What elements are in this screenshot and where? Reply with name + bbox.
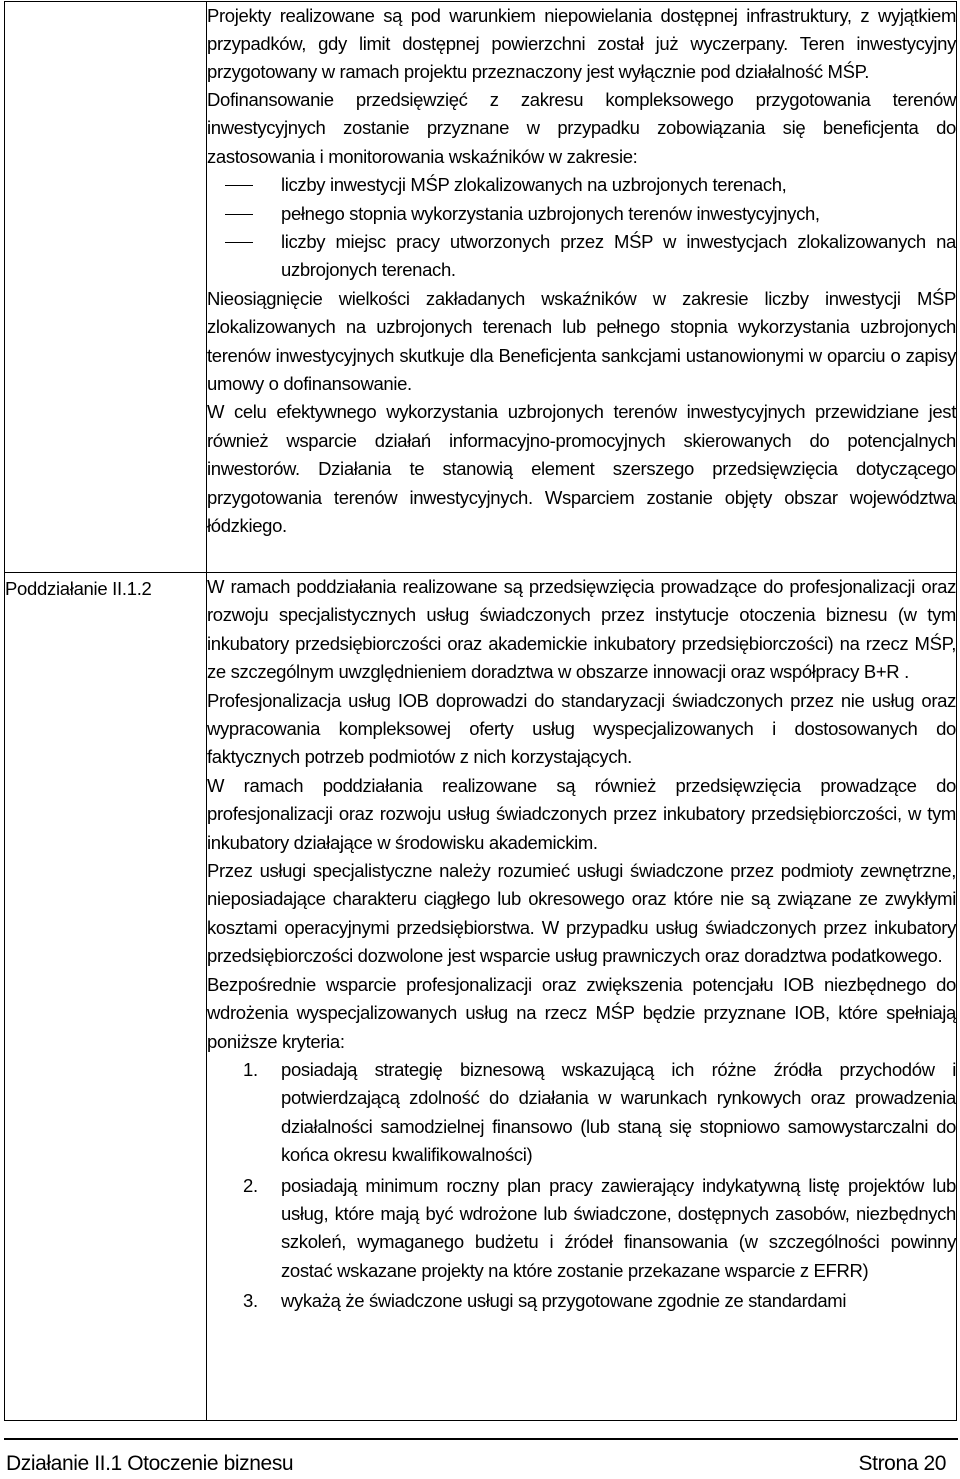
list-text: posiadają minimum roczny plan pracy zawierający indykatywną listę projektów lub usług, które mają być wdrożone lub świadczone, dostępnych zasobów, niezbędnych szkoleń, wymaganego budżetu i źródeł finansowania (w szczególności powinny zostać wskazane projekty na które zostanie przekazane wsparcie z EFRR): [281, 1174, 956, 1281]
paragraph: Profesjonalizacja usług IOB doprowadzi do standaryzacji świadczonych przez nie usług oraz wypracowania kompleksowej oferty usług wyspecjalizowanych i dostosowanych do faktycznych potrzeb podmiotów z nich korzystających.: [207, 689, 956, 768]
paragraph: Projekty realizowane są pod warunkiem niepowielania dostępnej infrastruktury, z wyjątkiem przypadków, gdy limit dostępnej powierzchni został już wyczerpany. Teren inwestycyjny przygotowany w ramach projektu przeznaczony jest wyłącznie pod działalność MŚP.: [207, 5, 956, 82]
empty-label-cell: [5, 2, 207, 573]
content-table: [4, 1, 957, 1421]
continuation-cell: [207, 2, 957, 573]
list-item: [207, 1287, 956, 1315]
page-number: Strona 20: [858, 1452, 946, 1475]
section-label-cell: [5, 573, 207, 1421]
section-content-cell: [207, 573, 957, 1421]
footer-divider: [4, 1438, 958, 1440]
page-footer: [0, 1438, 960, 1479]
list-item: liczby miejsc pracy utworzonych przez MŚP w inwestycjach zlokalizowanych na uzbrojonych terenach.: [217, 228, 956, 285]
paragraph: Nieosiągnięcie wielkości zakładanych wskaźników w zakresie liczby inwestycji MŚP zlokalizowanych na uzbrojonych terenach lub pełnego stopnia wykorzystania uzbrojonych terenów inwestycyjnych skutkuje dla Beneficjenta sankcjami ustanowionymi w oparciu o zapisy umowy o dofinansowanie.: [207, 287, 956, 395]
list-number: 2.: [243, 1174, 258, 1196]
paragraph: Bezpośrednie wsparcie profesjonalizacji oraz zwiększenia potencjału IOB niezbędnego do wdrożenia wyspecjalizowanych usług na rzecz MŚP będzie przyznane IOB, które spełniają poniższe kryteria:: [207, 973, 956, 1052]
paragraph: W ramach poddziałania realizowane są również przedsięwzięcia prowadzące do profesjonalizacji oraz rozwoju usług świadczonych przez inkubatory przedsiębiorczości, w tym inkubatory działające w środowisku akademickim.: [207, 774, 956, 853]
paragraph: Dofinansowanie przedsięwzięć z zakresu kompleksowego przygotowania terenów inwestycyjnych zostanie przyznane w przypadku zobowiązania się beneficjenta do zastosowania i monitorowania wskaźników w zakresie:: [207, 89, 956, 167]
paragraph: W ramach poddziałania realizowane są przedsięwzięcia prowadzące do profesjonalizacji oraz rozwoju specjalistycznych usług świadczonych przez instytucje otoczenia biznesu (w tym inkubatory przedsiębiorczości oraz akademickie inkubatory przedsiębiorczości) na rzecz MŚP, ze szczególnym uwzględnieniem doradztwa w obszarze innowacji oraz współpracy B+R .: [207, 576, 956, 683]
list-number: 3.: [243, 1290, 258, 1312]
list-text: posiadają strategię biznesową wskazującą ich różne źródła przychodów i potwierdzającą zdolność do działania w warunkach rynkowych oraz prowadzenia działalności samodzielnej finansowo (lub staną się stopniowo samowystarczalni do końca okresu kwalifikowalności): [281, 1058, 956, 1166]
footer-section-title: Działanie II.1 Otoczenie biznesu: [6, 1452, 294, 1475]
list-item: liczby inwestycji MŚP zlokalizowanych na uzbrojonych terenach,: [217, 171, 956, 199]
list-item: pełnego stopnia wykorzystania uzbrojonych terenów inwestycyjnych,: [217, 200, 956, 228]
criteria-list: [207, 1056, 956, 1316]
table-row: [5, 2, 957, 573]
paragraph: W celu efektywnego wykorzystania uzbrojonych terenów inwestycyjnych przewidziane jest również wsparcie działań informacyjno-promocyjnych skierowanych do potencjalnych inwestorów. Działania te stanowią element szerszego przedsięwzięcia dotyczącego przygotowania terenów inwestycyjnych. Wsparciem zostanie objęty obszar województwa łódzkiego.: [207, 401, 956, 537]
list-text: wykażą że świadczone usługi są przygotowane zgodnie ze standardami: [281, 1290, 847, 1312]
section-label: Poddziałanie II.1.2: [5, 578, 152, 599]
table-row: [5, 573, 957, 1421]
list-number: 1.: [243, 1058, 258, 1080]
indicator-list: [207, 171, 956, 285]
list-item: [207, 1056, 956, 1170]
paragraph: Przez usługi specjalistyczne należy rozumieć usługi świadczone przez podmioty zewnętrzne, nieposiadające charakteru ciągłego lub okresowego oraz które nie są związane ze zwykłymi kosztami operacyjnymi przedsiębiorstwa. W przypadku usług świadczonych przez inkubatory przedsiębiorczości dozwolone jest wsparcie usług prawniczych oraz doradztwa podatkowego.: [207, 860, 956, 967]
list-item: [207, 1172, 956, 1286]
